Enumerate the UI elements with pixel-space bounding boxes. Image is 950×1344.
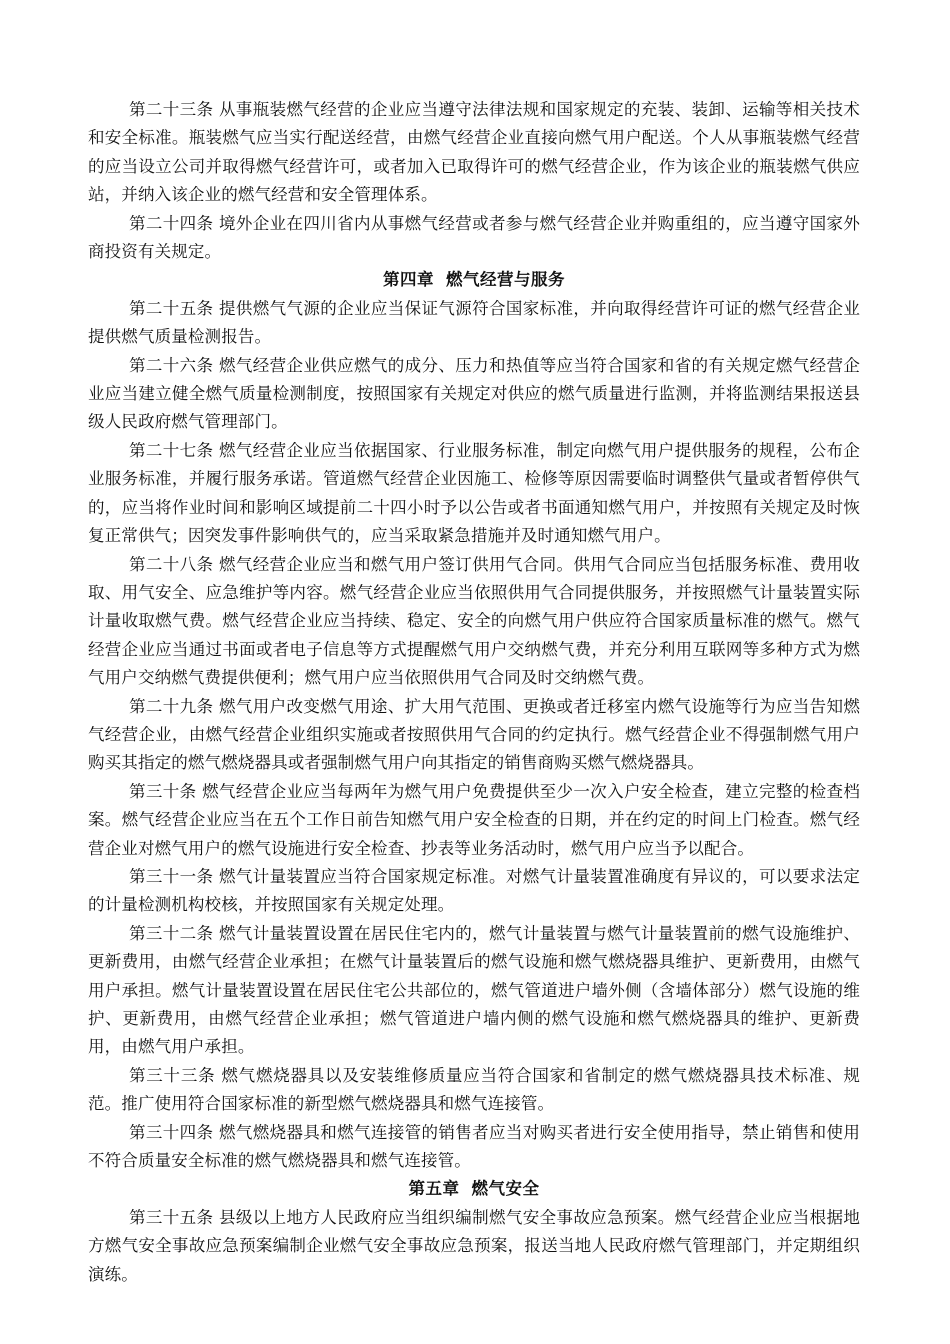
document-body [88,96,860,1289]
article-32: 第三十二条 燃气计量装置设置在居民住宅内的，燃气计量装置与燃气计量装置前的燃气设施维护、更新费用，由燃气经营企业承担；在燃气计量装置后的燃气设施和燃气燃烧器具维护、更新费用，由燃气用户承担。燃气计量装置设置在居民住宅公共部位的，燃气管道进户墙外侧（含墙体部分）燃气设施的维护、更新费用，由燃气经营企业承担；燃气管道进户墙内侧的燃气设施和燃气燃烧器具的维护、更新费用，由燃气用户承担。 [88,923,860,1057]
article-34: 第三十四条 燃气燃烧器具和燃气连接管的销售者应当对购买者进行安全使用指导，禁止销售和使用不符合质量安全标准的燃气燃烧器具和燃气连接管。 [88,1122,860,1171]
article-35: 第三十五条 县级以上地方人民政府应当组织编制燃气安全事故应急预案。燃气经营企业应当根据地方燃气安全事故应急预案编制企业燃气安全事故应急预案，报送当地人民政府燃气管理部门，并定期组织演练。 [88,1207,860,1284]
article-25: 第二十五条 提供燃气气源的企业应当保证气源符合国家标准，并向取得经营许可证的燃气经营企业提供燃气质量检测报告。 [88,298,860,347]
chapter-number: 第四章 [383,270,434,290]
chapter-title: 燃气经营与服务 [446,270,565,290]
article-24: 第二十四条 境外企业在四川省内从事燃气经营或者参与燃气经营企业并购重组的，应当遵守国家外商投资有关规定。 [88,213,860,262]
article-30: 第三十条 燃气经营企业应当每两年为燃气用户免费提供至少一次入户安全检查，建立完整的检查档案。燃气经营企业应当在五个工作日前告知燃气用户安全检查的日期，并在约定的时间上门检查。燃气经营企业对燃气用户的燃气设施进行安全检查、抄表等业务活动时，燃气用户应当予以配合。 [88,781,860,858]
chapter-number: 第五章 [408,1179,460,1199]
article-26: 第二十六条 燃气经营企业供应燃气的成分、压力和热值等应当符合国家和省的有关规定燃气经营企业应当建立健全燃气质量检测制度，按照国家有关规定对供应的燃气质量进行监测，并将监测结果报送县级人民政府燃气管理部门。 [88,355,860,432]
article-31: 第三十一条 燃气计量装置应当符合国家规定标准。对燃气计量装置准确度有异议的，可以要求法定的计量检测机构校核，并按照国家有关规定处理。 [88,866,860,915]
chapter-4-heading [88,266,860,294]
chapter-title: 燃气安全 [471,1179,540,1199]
chapter-5-heading [88,1175,860,1203]
article-29: 第二十九条 燃气用户改变燃气用途、扩大用气范围、更换或者迁移室内燃气设施等行为应当告知燃气经营企业，由燃气经营企业组织实施或者按照供用气合同的约定执行。燃气经营企业不得强制燃气用户购买其指定的燃气燃烧器具或者强制燃气用户向其指定的销售商购买燃气燃烧器具。 [88,696,860,773]
article-27: 第二十七条 燃气经营企业应当依据国家、行业服务标准，制定向燃气用户提供服务的规程，公布企业服务标准，并履行服务承诺。管道燃气经营企业因施工、检修等原因需要临时调整供气量或者暂停供气的，应当将作业时间和影响区域提前二十四小时予以公告或者书面通知燃气用户，并按照有关规定及时恢复正常供气；因突发事件影响供气的，应当采取紧急措施并及时通知燃气用户。 [88,440,860,546]
article-23: 第二十三条 从事瓶装燃气经营的企业应当遵守法律法规和国家规定的充装、装卸、运输等相关技术和安全标准。瓶装燃气应当实行配送经营，由燃气经营企业直接向燃气用户配送。个人从事瓶装燃气经营的应当设立公司并取得燃气经营许可，或者加入已取得许可的燃气经营企业，作为该企业的瓶装燃气供应站，并纳入该企业的燃气经营和安全管理体系。 [88,100,860,205]
article-33: 第三十三条 燃气燃烧器具以及安装维修质量应当符合国家和省制定的燃气燃烧器具技术标准、规范。推广使用符合国家标准的新型燃气燃烧器具和燃气连接管。 [88,1065,860,1114]
article-28: 第二十八条 燃气经营企业应当和燃气用户签订供用气合同。供用气合同应当包括服务标准、费用收取、用气安全、应急维护等内容。燃气经营企业应当依照供用气合同提供服务，并按照燃气计量装置实际计量收取燃气费。燃气经营企业应当持续、稳定、安全的向燃气用户供应符合国家质量标准的燃气。燃气经营企业应当通过书面或者电子信息等方式提醒燃气用户交纳燃气费，并充分利用互联网等多种方式为燃气用户交纳燃气费提供便利；燃气用户应当依照供用气合同及时交纳燃气费。 [88,554,860,688]
